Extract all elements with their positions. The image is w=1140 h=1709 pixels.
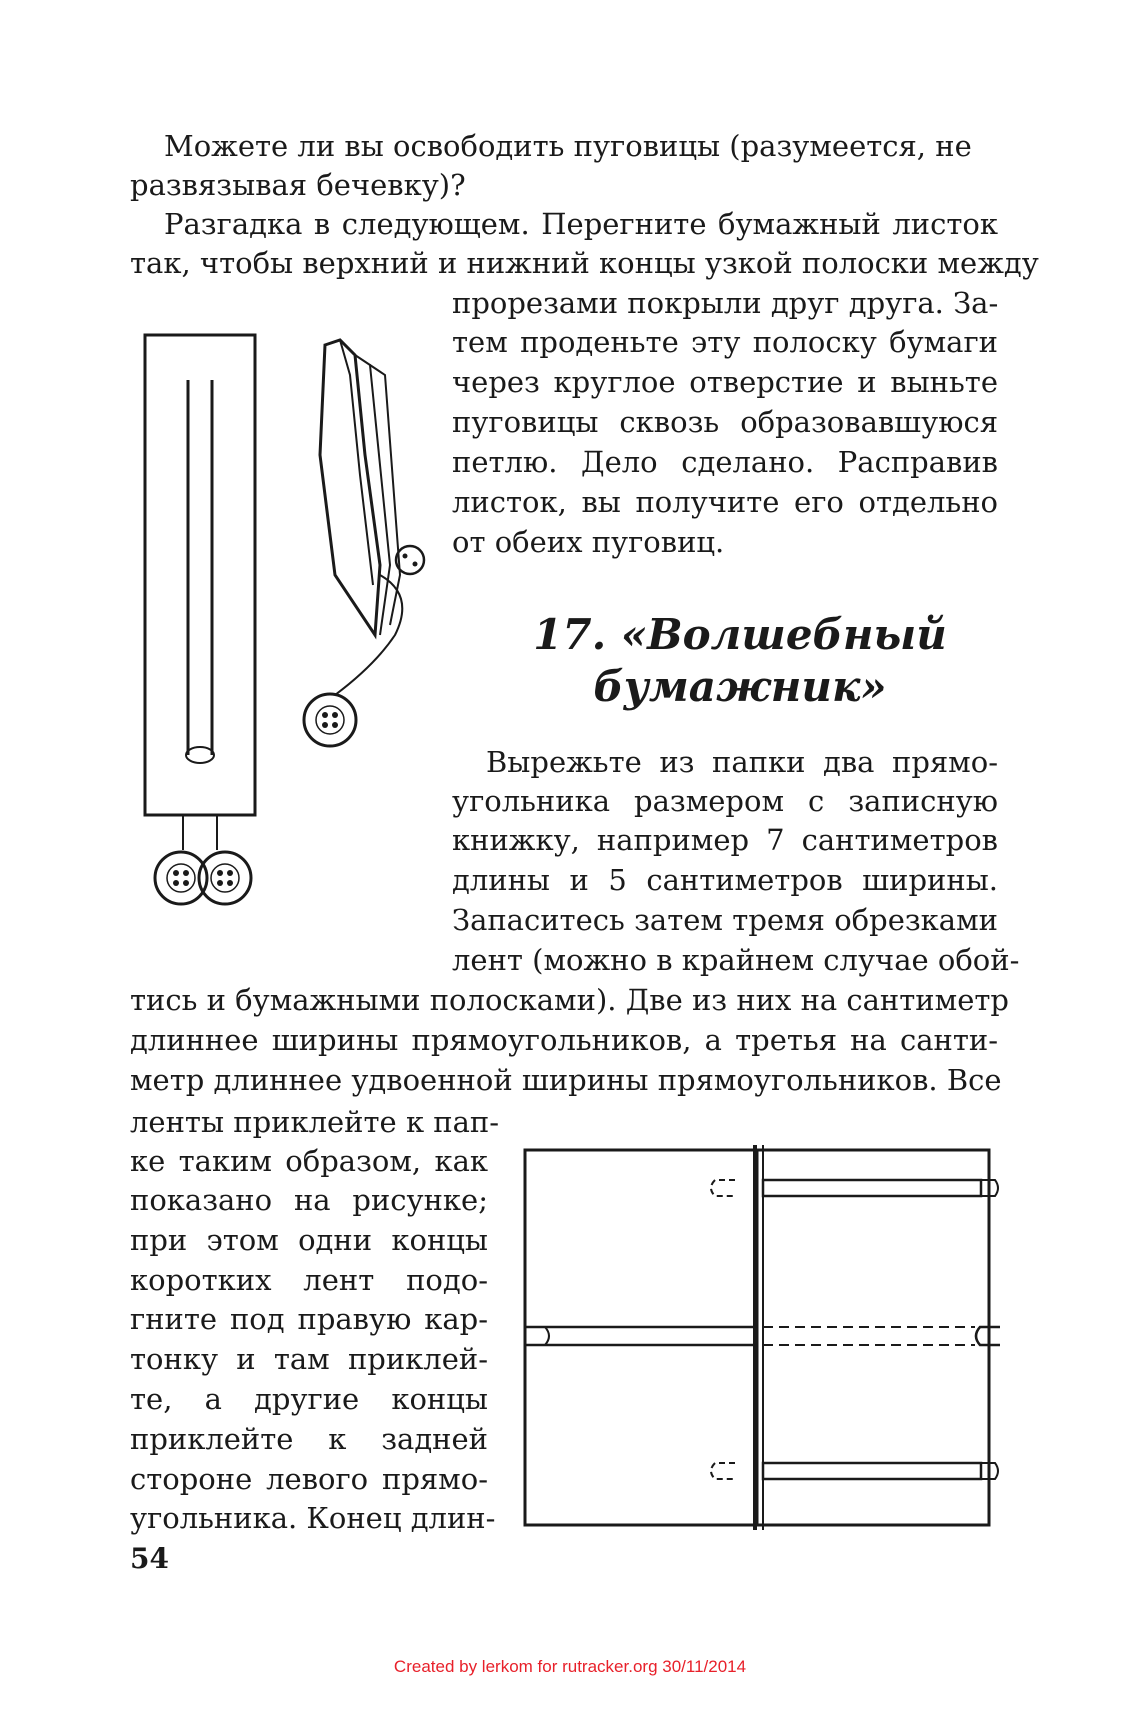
watermark: Created by lerkom for rutracker.org 30/11/2014 — [393, 1657, 747, 1676]
section-heading: 17. «Волшебный — [533, 610, 947, 659]
page-number: 54 — [130, 1542, 169, 1575]
text-line: листок, вы получите его отдельно — [452, 485, 998, 519]
button-icon — [304, 694, 356, 746]
text-line: гните под правую кар- — [130, 1302, 488, 1336]
text-line: показано на рисунке; — [130, 1183, 488, 1217]
text-line: стороне левого прямо- — [130, 1462, 488, 1496]
text-line: Разгадка в следующем. Перегните бумажный листок — [164, 207, 998, 241]
text-line: длины и 5 сантиметров ширины. — [452, 863, 998, 897]
text-line: длиннее ширины прямоугольников, а третья на санти- — [130, 1023, 998, 1057]
text-line: Запаситесь затем тремя обрезками — [452, 903, 998, 937]
text-line: тем проденьте эту полоску бумаги — [452, 325, 998, 359]
text-line: ке таким образом, как — [130, 1144, 488, 1178]
text-line: угольника размером с записную — [452, 784, 998, 818]
folded-paper-illustration — [295, 335, 435, 755]
text-line: книжку, например 7 сантиметров — [452, 823, 998, 857]
wallet-diagram — [525, 1145, 1005, 1530]
text-line: при этом одни концы — [130, 1223, 488, 1257]
text-line: Можете ли вы освободить пуговицы (разумеется, не — [164, 129, 972, 163]
section-heading: бумажник» — [593, 662, 887, 711]
text-line: так, чтобы верхний и нижний концы узкой полоски между — [130, 246, 1039, 280]
text-line: тонку и там приклей- — [130, 1342, 488, 1376]
text-line: лент (можно в крайнем случае обой- — [452, 943, 1020, 977]
text-line: коротких лент подо- — [130, 1263, 488, 1297]
text-line: пуговицы сквозь образовавшуюся — [452, 405, 998, 439]
text-line: приклейте к задней — [130, 1422, 488, 1456]
button-icon — [396, 546, 424, 574]
text-line: ленты приклейте к пап- — [130, 1105, 500, 1139]
text-line: петлю. Дело сделано. Расправив — [452, 445, 998, 479]
text-line: те, а другие концы — [130, 1382, 488, 1416]
text-line: Вырежьте из папки два прямо- — [486, 745, 998, 779]
text-line: развязывая бечевку)? — [130, 168, 466, 202]
paper-strip-illustration — [135, 330, 265, 920]
text-line: через круглое отверстие и выньте — [452, 365, 998, 399]
text-line: от обеих пуговиц. — [452, 525, 725, 559]
text-line: угольника. Конец длин- — [130, 1501, 496, 1535]
text-line: метр длиннее удвоенной ширины прямоугольников. Все — [130, 1063, 1002, 1097]
text-line: прорезами покрыли друг друга. За- — [452, 286, 999, 320]
text-line: тись и бумажными полосками). Две из них на сантиметр — [130, 983, 1009, 1017]
